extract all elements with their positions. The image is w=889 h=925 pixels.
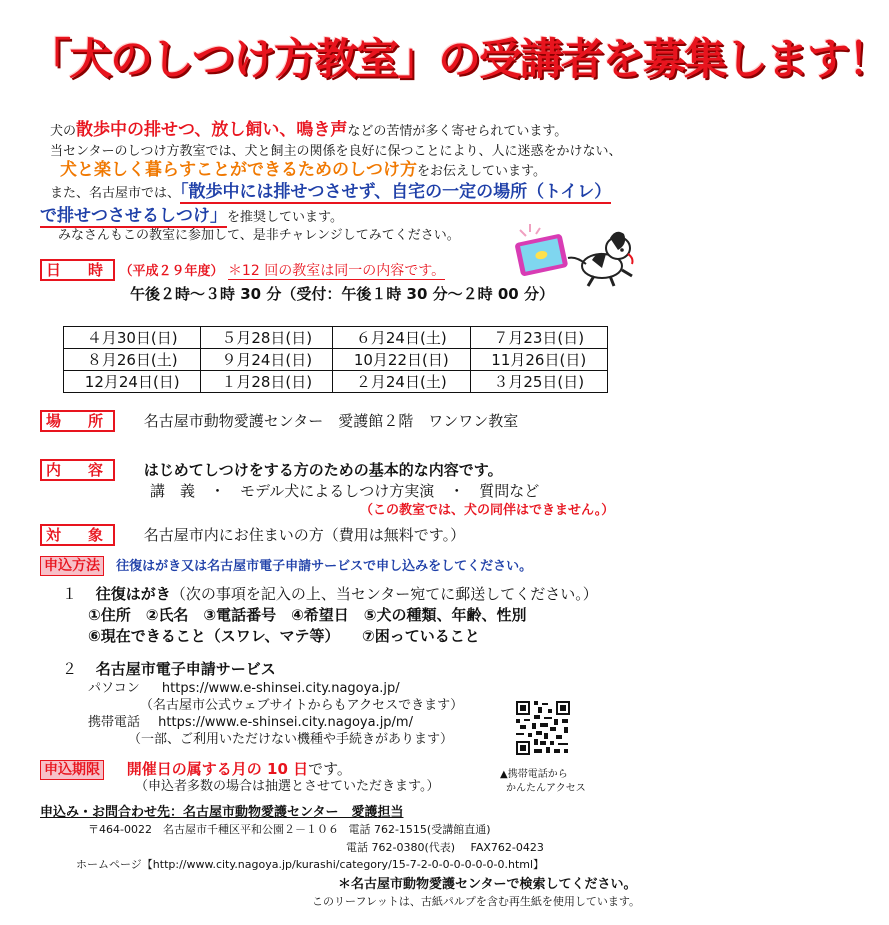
intro-highlight: 散歩中の排せつ、放し飼い、鳴き声 bbox=[76, 120, 348, 140]
date-cell: 11月26日(日) bbox=[470, 349, 608, 371]
date-cell: ６月24日(土) bbox=[333, 327, 470, 349]
date-cell: ４月30日(日) bbox=[64, 327, 201, 349]
content-value: はじめてしつけをする方のための基本的な内容です。 bbox=[143, 461, 503, 479]
target-label: 対 象 bbox=[40, 524, 115, 546]
apply-method-1 bbox=[62, 584, 598, 604]
content-label: 内 容 bbox=[40, 459, 115, 481]
mobile-note: （一部、ご利用いただけない機種や手続きがあります） bbox=[128, 732, 454, 747]
apply-items-1: ①住所 ②氏名 ③電話番号 ④希望日 ⑤犬の種類、年齢、性別 bbox=[88, 606, 527, 624]
dog-tablet-illustration bbox=[510, 220, 638, 292]
date-cell: １月28日(日) bbox=[201, 371, 333, 393]
date-cell: ３月25日(日) bbox=[470, 371, 608, 393]
qr-caption-line: ▲携帯電話から bbox=[500, 769, 568, 780]
date-cell: ８月26日(土) bbox=[64, 349, 201, 371]
apply-row bbox=[40, 556, 532, 576]
deadline-value: 開催日の属する月の 10 日 bbox=[126, 760, 309, 778]
contact-tel-row bbox=[346, 840, 544, 856]
date-cell: ５月28日(日) bbox=[201, 327, 333, 349]
schedule-time: 午後２時～３時 30 分（受付：午後１時 30 分～２時 00 分） bbox=[130, 285, 554, 303]
intro-highlight-orange: 犬と楽しく暮らすことができるためのしつけ方 bbox=[60, 160, 417, 180]
pc-note: （名古屋市公式ウェブサイトからもアクセスできます） bbox=[140, 698, 464, 713]
deadline-label: 申込期限 bbox=[40, 760, 104, 780]
contact-fax: FAX762-0423 bbox=[470, 841, 544, 854]
pc-label: パソコン bbox=[88, 681, 140, 696]
mobile-label: 携帯電話 bbox=[88, 715, 141, 730]
date-cell: 10月22日(日) bbox=[333, 349, 470, 371]
table-row bbox=[64, 371, 608, 393]
place-row bbox=[40, 410, 518, 432]
date-cell: ２月24日(土) bbox=[333, 371, 470, 393]
mobile-row bbox=[88, 714, 413, 732]
contact-tel-main: 電話 762-0380(代表) bbox=[346, 841, 456, 854]
content-row bbox=[40, 459, 503, 481]
contact-address: 〒464-0022 名古屋市千種区平和公園２－１０６ bbox=[88, 823, 339, 836]
apply-value: 往復はがき又は名古屋市電子申請サービスで申し込みをしてください。 bbox=[116, 559, 533, 574]
schedule-row bbox=[40, 259, 445, 282]
contact-search-note: ＊名古屋市動物愛護センターで検索してください。 bbox=[338, 877, 637, 892]
place-label: 場 所 bbox=[40, 410, 115, 432]
contact-homepage-link[interactable]: ホームページ【http://www.city.nagoya.jp/kurashi/category/15-7-2-0-0-0-0-0-0-0.html】 bbox=[76, 858, 545, 871]
schedule-label: 日 時 bbox=[40, 259, 115, 281]
qr-caption bbox=[500, 768, 586, 796]
apply-label: 申込方法 bbox=[40, 556, 104, 576]
content-items: 講 義 ・ モデル犬によるしつけ方実演 ・ 質問など bbox=[150, 482, 540, 500]
intro-text: をお伝えしています。 bbox=[417, 164, 546, 179]
deadline-post: です。 bbox=[308, 760, 352, 778]
qr-caption-line: かんたんアクセス bbox=[506, 783, 586, 794]
method-number: １ bbox=[62, 585, 78, 603]
place-value: 名古屋市動物愛護センター 愛護館２階 ワンワン教室 bbox=[143, 412, 519, 430]
method-title: 往復はがき bbox=[95, 585, 171, 603]
intro-line-2: 当センターのしつけ方教室では、犬と飼主の関係を良好に保つことにより、人に迷惑をかけない、 bbox=[50, 144, 622, 159]
apply-items-2: ⑥現在できること（スワレ、マテ等） ⑦困っていること bbox=[88, 627, 480, 645]
intro-text: を推奨しています。 bbox=[227, 210, 343, 225]
date-cell: 12月24日(日) bbox=[64, 371, 201, 393]
intro-line-5 bbox=[40, 207, 343, 227]
page-title: 「犬のしつけ方教室」の受講者を募集します！ bbox=[28, 35, 889, 85]
target-value: 名古屋市内にお住まいの方（費用は無料です。） bbox=[143, 526, 466, 544]
pc-url-link[interactable]: https://www.e-shinsei.city.nagoya.jp/ bbox=[161, 681, 400, 696]
method-title: 名古屋市電子申請サービス bbox=[95, 660, 276, 678]
intro-line-1 bbox=[50, 121, 567, 141]
table-row bbox=[64, 349, 608, 371]
table-row bbox=[64, 327, 608, 349]
contact-tel-direct: 電話 762-1515(受講館直通) bbox=[348, 823, 491, 836]
contact-address-row bbox=[88, 822, 491, 838]
method-desc: （次の事項を記入の上、当センター宛てに郵送してください。） bbox=[170, 585, 598, 603]
content-note: （この教室では、犬の同伴はできません。） bbox=[360, 503, 615, 518]
pc-row bbox=[88, 680, 400, 698]
target-row bbox=[40, 524, 465, 546]
schedule-dates-table bbox=[63, 326, 608, 393]
schedule-note: ＊12 回の教室は同一の内容です。 bbox=[227, 263, 446, 279]
mobile-url-link[interactable]: https://www.e-shinsei.city.nagoya.jp/m/ bbox=[158, 715, 413, 730]
intro-text: 犬の bbox=[50, 124, 77, 139]
apply-method-2 bbox=[62, 659, 276, 679]
recycled-paper-note: このリーフレットは、古紙パルプを含む再生紙を使用しています。 bbox=[312, 895, 641, 908]
date-cell: ９月24日(日) bbox=[201, 349, 333, 371]
deadline-note: （申込者多数の場合は抽選とさせていただきます。） bbox=[135, 779, 440, 794]
method-number: ２ bbox=[62, 660, 78, 678]
date-cell: ７月23日(日) bbox=[470, 327, 608, 349]
intro-line-3 bbox=[60, 161, 546, 181]
intro-highlight-blue: 「散歩中には排せつさせず、自宅の一定の場所（トイレ） bbox=[180, 182, 612, 202]
intro-text: などの苦情が多く寄せられています。 bbox=[347, 124, 568, 139]
intro-text: また、名古屋市では、 bbox=[50, 186, 181, 201]
intro-highlight-blue: で排せつさせるしつけ」 bbox=[40, 206, 227, 226]
deadline-row bbox=[40, 759, 352, 780]
contact-head: 申込み・お問合わせ先：名古屋市動物愛護センター 愛護担当 bbox=[40, 805, 404, 820]
schedule-year: （平成２９年度） bbox=[119, 264, 224, 279]
intro-line-6: みなさんもこの教室に参加して、是非チャレンジしてみてください。 bbox=[58, 228, 460, 243]
qr-code-icon[interactable] bbox=[514, 699, 572, 757]
intro-line-4 bbox=[50, 183, 611, 203]
